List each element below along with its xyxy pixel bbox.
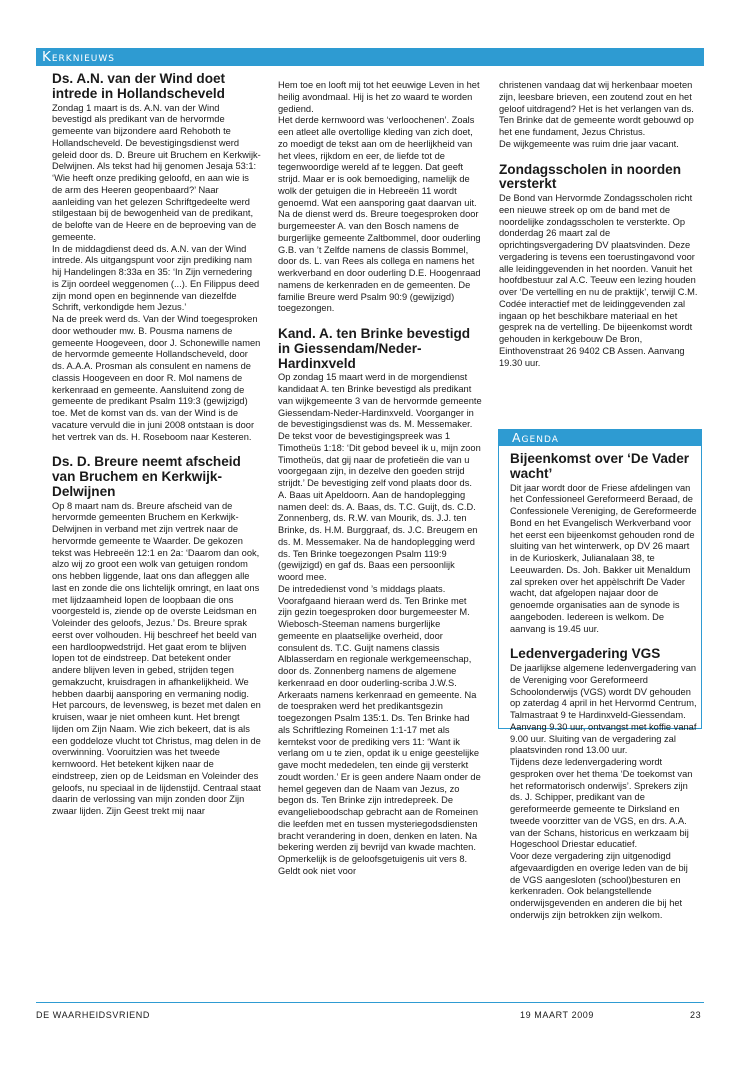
article-paragraph: christenen vandaag dat wij herkenbaar moeten zijn, leesbare brieven, een zoutend zout en het geloof uitdragend? Het is het verlangen van ds. Ten Brinke dat de gemeente wordt gebouwd op het ene fundament, Jezus Christus. — [499, 80, 694, 137]
column-1 — [36, 72, 261, 818]
article-paragraph: Hem toe en looft mij tot het eeuwige Leven in het heilig avondmaal. Hij is het zo waard te worden gediend. — [278, 80, 480, 114]
article-title: Ds. D. Breure neemt afscheid van Bruchem en Kerkwijk-Delwijnen — [52, 454, 241, 499]
agenda-content — [498, 452, 702, 922]
article-paragraph: Na de preek werd ds. Van der Wind toegesproken door wethouder mw. B. Pousma namens de gemeente Hoogeveen, door J. Schonewille namen de hervormde gemeente Hollandscheveld, door ds. A.A.A. Prosman als consulent en namens de classis Hoogeveen en door R. Mol namens de kerkenraad en gemeente. Aansluitend zong de gemeente de predikant Psalm 119:3 (gewijzigd) toe. Met de komst van ds. van der Wind is de vacature vervuld die in juni 2008 ontstaan is door het vertrek van ds. H. Roseboom naar Kesteren. — [52, 314, 261, 442]
column-3 — [497, 80, 704, 369]
agenda-title: Bijeenkomst over ‘De Vader wacht’ — [510, 451, 690, 481]
article-paragraph: Na de dienst werd ds. Breure toegesproken door burgemeester A. van den Bosch namens de burgerlijke gemeente Zaltbommel, door ouderling G.B. van ’t Zelfde namens de classis Bommel, door ds. L. van Rees als collega en namens het werkverband en door ouderling D.E. Hoogenraad namens de kerkenraden en de gemeenten. De familie Breure werd Psalm 90:9 (gewijzigd) toegezongen. — [278, 209, 481, 314]
section-banner: Kerknieuws — [36, 48, 704, 66]
article-paragraph: De Bond van Hervormde Zondagsscholen richt een nieuwe streek op om de band met de noordelijke zondagsscholen te versterkte. Op donderdag 26 maart zal de oprichtingsvergadering DV plaatsvinden. Deze vergadering is tevens een toerustingavond voor alle leidinggevenden in het noorden. Vanuit het hoofdbestuur zal A.C. Teeuw een lezing houden over ‘De vertelling en nu de praktijk’, terwijl C.M. Codée interactief met de leidinggevenden zal ingaan op het beschikbare materiaal en het gesprek na de vertelling. De bijeenkomst wordt gehouden in kerkgebouw De Bron, Einthovenstraat 26 9402 CB Assen. Aanvang 19.30 uur. — [499, 193, 698, 368]
column-2 — [274, 80, 482, 878]
footer-date: 19 MAART 2009 — [520, 1010, 595, 1020]
agenda-paragraph: Voor deze vergadering zijn uitgenodigd afgevaardigden en overige leden van de bij de VGS aangesloten (school)besturen en kerkenraden. Ook belangstellende onderwijsgevenden en anderen die bij het onderwijs zijn betrokken zijn welkom. — [510, 851, 688, 920]
agenda-banner: Agenda — [498, 429, 702, 446]
footer-divider — [36, 1002, 704, 1003]
article-title: Ds. A.N. van der Wind doet intrede in Hollandscheveld — [52, 71, 226, 101]
agenda-paragraph: Dit jaar wordt door de Friese afdelingen van het Confessioneel Gereformeerd Beraad, de Confessionele Vereniging, de Gereformeerde Bond en het Evangelisch Werkverband voor het eerst een bijeenkomst gehouden rond de sluiting van het winterwerk, op DV 26 maart in de Kurioskerk, Julianalaan 38, te Leeuwarden. Ds. Joh. Bakker uit Menaldum zal spreken over het appèlschrift De Vader wacht, dat afgelopen najaar door de genoemde organisaties aan de synode is aangeboden. Iedereen is welkom. De aanvang is 19.45 uur. — [510, 482, 697, 634]
agenda-paragraph: De jaarlijkse algemene ledenvergadering van de Vereniging voor Gereformeerd Schoolonderwijs (VGS) wordt DV gehouden op zaterdag 4 april in het Hervormd Centrum, Talmastraat 9 te Hardinxveld-Giessendam. Aanvang 9.30 uur, ontvangst met koffie vanaf 9.00 uur. Sluiting van de vergadering zal plaatsvinden rond 13.00 uur. — [510, 663, 697, 756]
agenda-paragraph: Tijdens deze ledenvergadering wordt gesproken over het thema ‘De toekomst van het reformatorisch onderwijs’. Sprekers zijn ds. J. Schipper, predikant van de gereformeerde gemeente te Dirksland en tweede voorzitter van de VGS, en drs. A.A. van der Schans, historicus en werkzaam bij Hogeschool Driestar educatief. — [510, 757, 693, 850]
article-paragraph: Op zondag 15 maart werd in de morgendienst kandidaat A. ten Brinke bevestigd als predikant van wijkgemeente 3 van de hervormde gemeente Giessendam-Neder-Hardinxveld. Voorganger in de bevestigingsdienst was ds. M. Messemaker. De tekst voor de bevestigingspreek was 1 Timotheüs 1:18: ‘Dit gebod beveel ik u, mijn zoon Timotheüs, dat gij naar de profetieën die van u voorgegaan zijn, in dezelve den goeden strijd strijdt.’ De bevestiging zelf vond plaats door ds. A. Baas uit Apeldoorn. Aan de handoplegging namen deel: ds. A. Baas, ds. T.C. Guijt, ds. C.D. Zonnenberg, ds. R.W. van Mourik, ds. J.J. ten Brinke, ds. H.M. Burggraaf, ds. J.C. Breugem en ds. M. Messemaker. Na de handoplegging werd ds. Ten Brinke toegezongen Psalm 119:9 (gewijzigd) en gaf ds. Baas een persoonlijk woord mee. — [278, 372, 482, 583]
article-paragraph: Zondag 1 maart is ds. A.N. van der Wind bevestigd als predikant van de hervormde gemeente van bijzondere aard Rehoboth te Hollandscheveld. De bevestigingsdienst werd geleid door ds. D. Breure uit Bruchem en Kerkwijk-Delwijnen. Als tekst had hij genomen Jesaja 53:1: ‘Wie heeft onze prediking geloofd, en aan wie is de arm des Heeren geopenbaard?’ Naar aanleiding van het gelezen Schriftgedeelte werd stilgestaan bij de bewogenheid van de predikant, de belofte van de Heere en de beproeving van de gemeente. — [52, 102, 261, 242]
article-paragraph: De wijkgemeente was ruim drie jaar vacant. — [499, 138, 679, 149]
article-paragraph: De intrededienst vond ’s middags plaats. Voorafgaand hieraan werd ds. Ten Brinke met zijn gezin toegesproken door burgemeester M. Wiebosch-Steeman namens burgerlijke gemeente en plaatselijke overheid, door consulent ds. T.C. Guijt namens classis Alblasserdam en regionale werkgemeenschap, door ds. Zonnenberg namens de algemene kerkenraad en door ouderling-scriba J.W.S. Arkeraats namens kerkenraad en gemeente. Na de toespraken werd het predikantsgezin toegezongen Psalm 135:1. Ds. Ten Brinke had als Schriftlezing Romeinen 1:1-17 met als kerntekst voor de prediking vers 11: ‘Want ik verlang om u te zien, opdat ik u enige geestelijke gave mocht mededelen, ten einde gij versterkt zoudt worden.’ Er is geen andere Naam onder de hemel gegeven dan de Naam van Jezus, zo begon ds. Ten Brinke zijn intredepreek. De evangelieboodschap gebracht aan de Romeinen die leefden met en tussen mysteriegodsdiensten bracht verandering in doen, denken en laten. Na bekering werden zij bevrijd van kwade machten. Opmerkelijk is de geloofsgetuigenis uit vers 8. Geldt ook niet voor — [278, 583, 481, 876]
article-paragraph: In de middagdienst deed ds. A.N. van der Wind intrede. Als uitgangspunt voor zijn prediking nam hij Handelingen 8:33a en 35: ‘In Zijn vernedering is Zijn oordeel weggenomen (...). En Filippus deed zijn mond open en beginnende van diezelfde Schrift, verkondigde hem Jezus.’ — [52, 243, 260, 313]
footer-page-number: 23 — [690, 1010, 702, 1020]
article-title: Zondagsscholen in noorden versterkt — [499, 161, 682, 192]
article-paragraph: Het derde kernwoord was ‘verloochenen’. Zoals een atleet alle overtollige kleding van zich doet, zo moedigt de tekst aan om de heerlijkheid van het vlees, rijkdom en eer, de liefde tot de tegenwoordige wereld af te leggen. Dat geeft strijd. Maar er is ook bemoediging, namelijk de wolk der getuigen die in Hebreeën 11 wordt genoemd. Wat een aansporing gaat daarvan uit. — [278, 115, 477, 208]
footer-publication: DE WAARHEIDSVRIEND — [36, 1010, 150, 1020]
agenda-title: Ledenvergadering VGS — [510, 646, 661, 662]
article-paragraph: Op 8 maart nam ds. Breure afscheid van de hervormde gemeenten Bruchem en Kerkwijk-Delwijnen in verband met zijn vertrek naar de hervormde gemeente te Waarder. De gekozen tekst was Hebreeën 12:1 en 2a: ‘Daarom dan ook, alzo wij zo groot een wolk van getuigen rondom ons hebben liggende, laat ons dan afleggen alle last en zonde die ons lichtelijk omringt, en laat ons met lijdzaamheid lopen de loopbaan die ons voorgesteld is, ziende op de overste Leidsman en Voleinder des geloofs, Jezus.’ Ds. Breure sprak eerst over volhouden. Hij beschreef het beeld van een hardloopwedstrijd. Het gaat erom te blijven lopen tot de eindstreep. Dat betekent onder andere blijven leven in gebed, strijden tegen gemakzucht, kruisdragen in afhankelijkheid. We hebben daarbij aansporing en vermaning nodig. Het parcours, de levensweg, is bezet met dalen en kruisen, waar je niet omheen kunt. Het brengt lijden om Zijn Naam. Wie zich bekeert, dat is als een goddeloze vlucht tot Christus, mag delen in de overwinning. Vooruitzien was het tweede kernwoord. Het betekent kijken naar de eindstreep, zien op de Leidsman en Voleinder des geloofs, nu speciaal in de lijdenstijd. Centraal staat daarin de verlossing van mijn zonden door Zijn zwaar lijden. Zijn Geest trekt mij naar — [52, 500, 261, 817]
article-title: Kand. A. ten Brinke bevestigd in Giessendam/Neder-Hardinxveld — [278, 326, 471, 371]
